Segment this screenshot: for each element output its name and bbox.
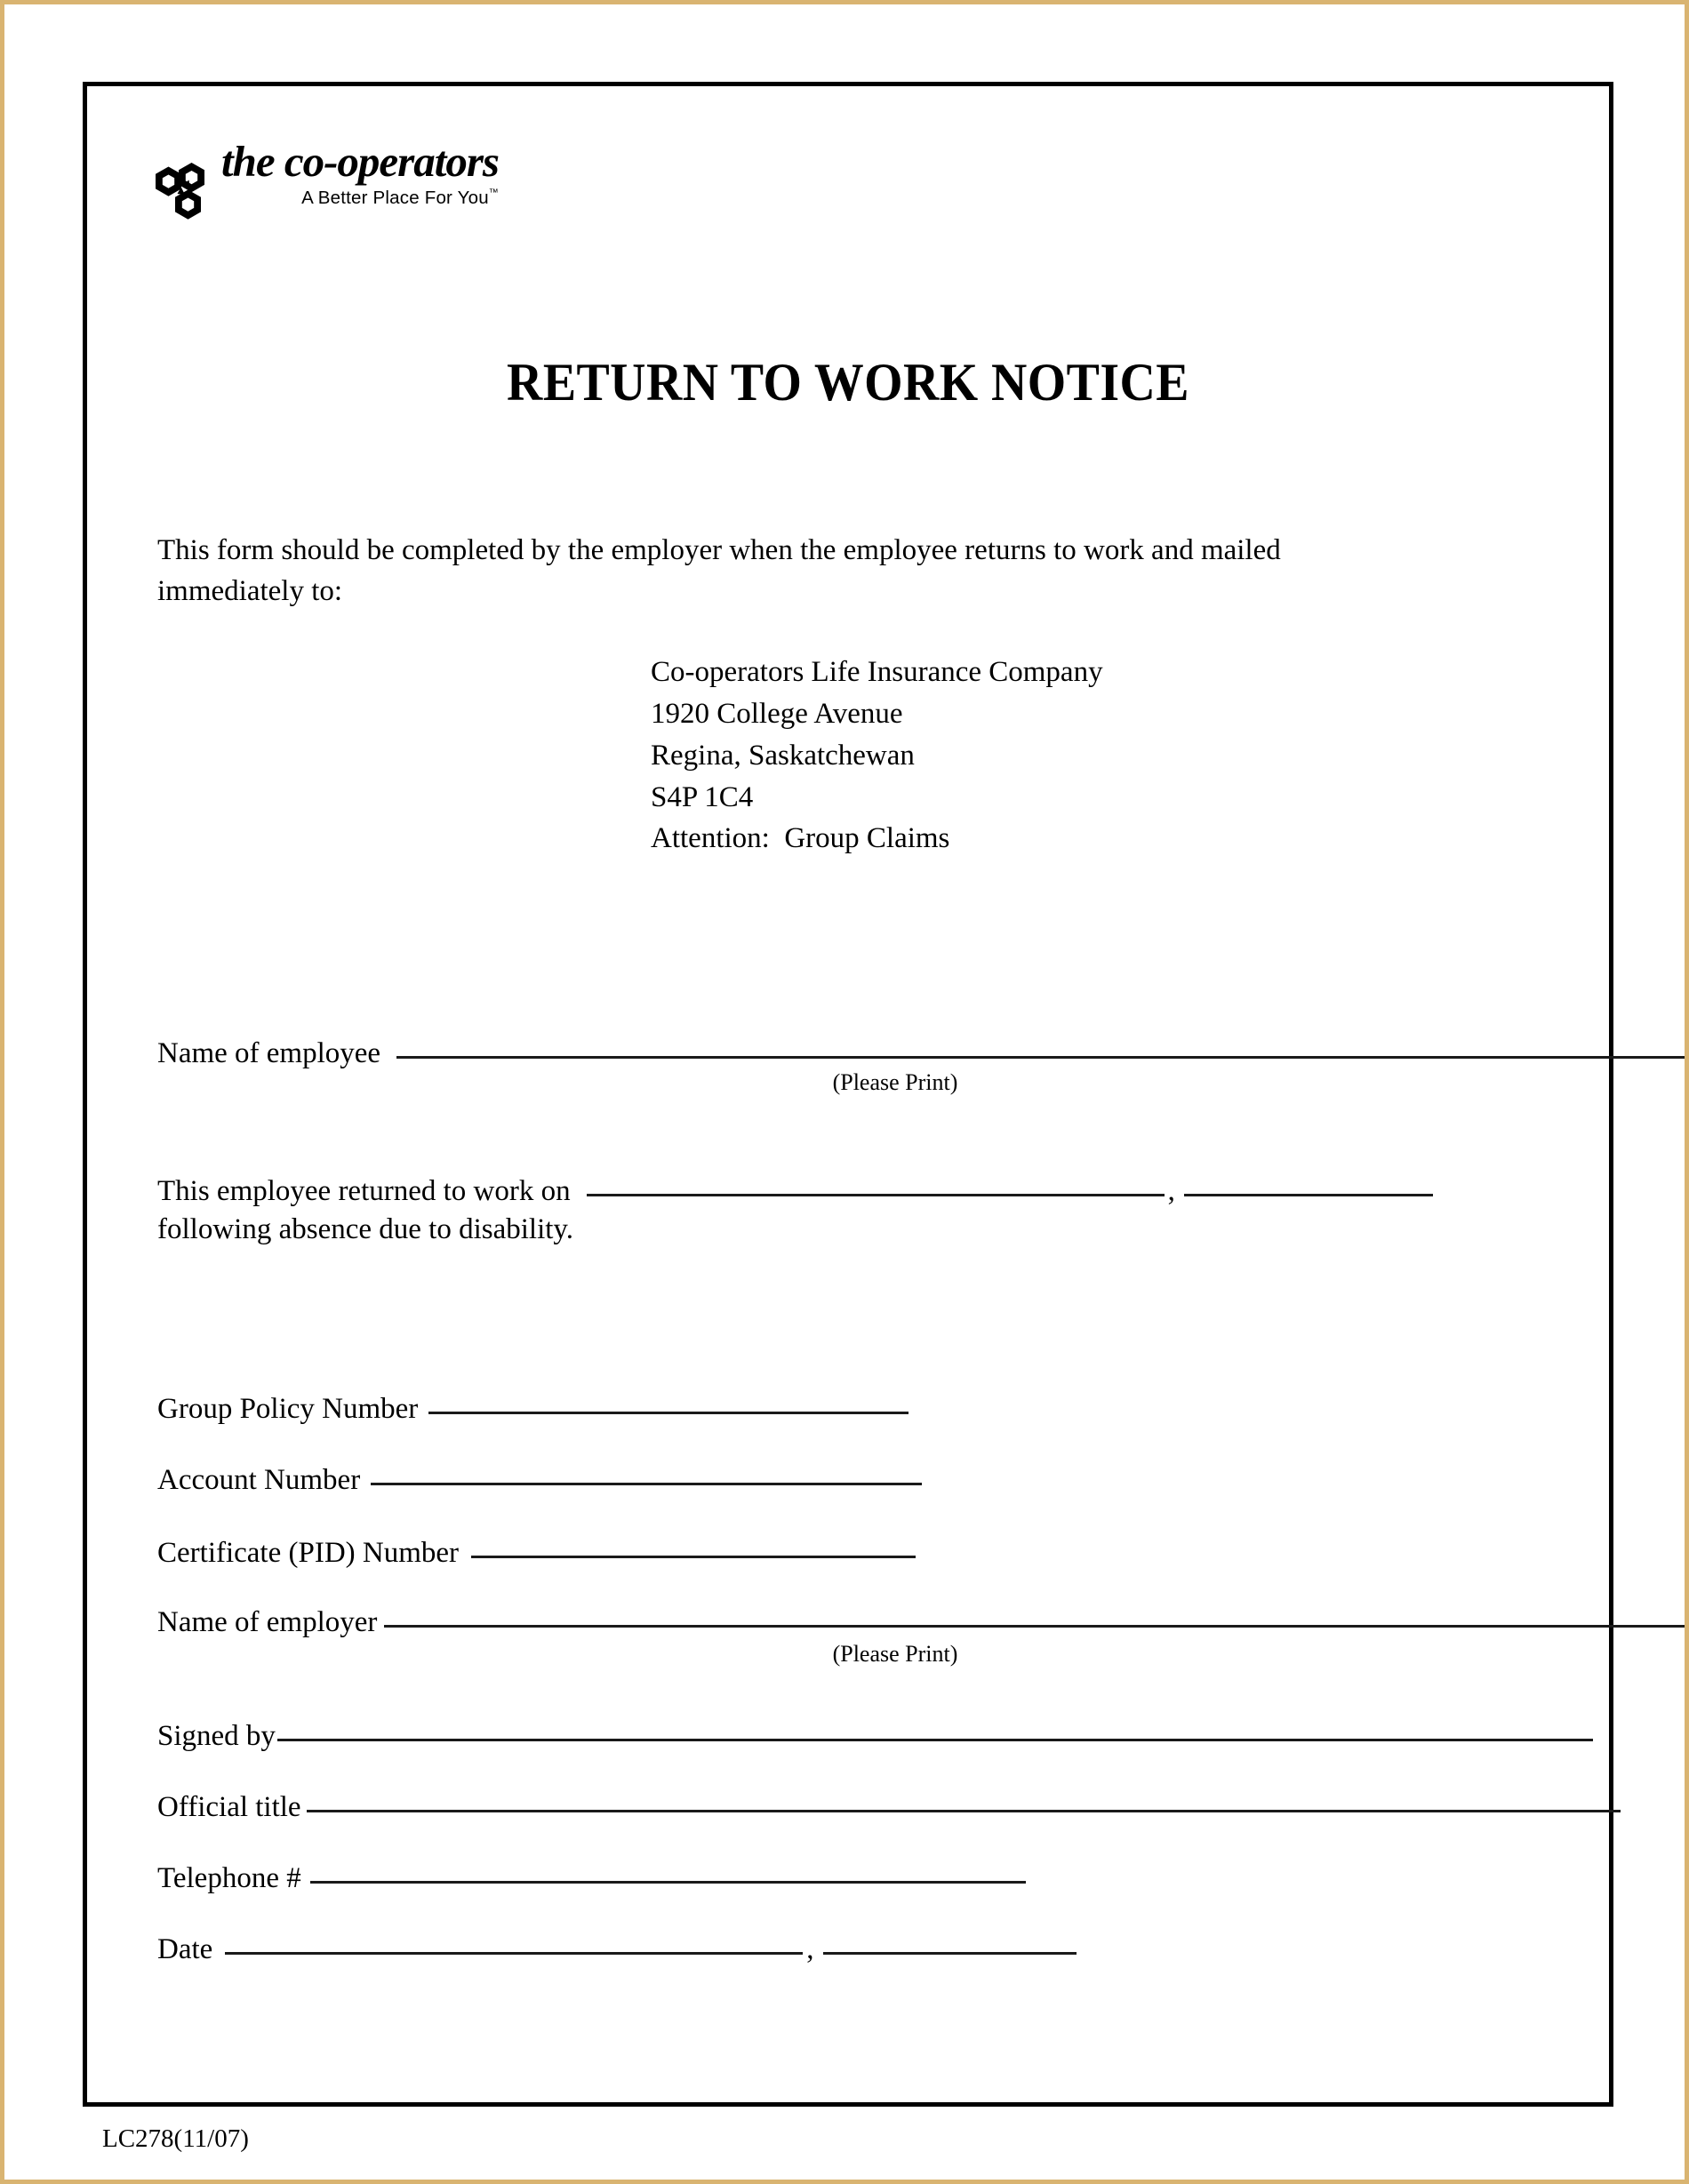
field-row-employer-name: [157, 1604, 1689, 1641]
date-year-input-rule[interactable]: [823, 1952, 1077, 1955]
official-title-label: Official title: [157, 1791, 301, 1823]
employee-name-label: Name of employee: [157, 1037, 381, 1069]
mailing-address: [651, 652, 1103, 860]
trademark-symbol: ™: [488, 188, 499, 198]
employer-name-print-hint: (Please Print): [832, 1641, 958, 1667]
field-row-certificate-number: [157, 1535, 916, 1572]
paper-sheet: [4, 4, 1685, 2180]
company-logo: [145, 137, 499, 225]
field-row-date: [157, 1932, 1077, 1968]
field-row-account-number: [157, 1462, 922, 1499]
return-date-trailing-text: following absence due to disability.: [157, 1213, 574, 1245]
date-comma: ,: [806, 1933, 814, 1965]
field-row-signed-by: [157, 1718, 1593, 1755]
employer-name-input-rule[interactable]: [384, 1625, 1689, 1628]
group-policy-number-label: Group Policy Number: [157, 1393, 419, 1425]
logo-tagline: [221, 188, 499, 209]
date-label: Date: [157, 1933, 213, 1965]
employee-name-input-rule[interactable]: [396, 1056, 1689, 1059]
return-date-comma: ,: [1167, 1175, 1175, 1207]
logo-wordmark: the co-operators: [221, 137, 499, 186]
intro-paragraph: [157, 531, 1524, 612]
intro-line-2: immediately to:: [157, 574, 343, 607]
account-number-input-rule[interactable]: [371, 1483, 922, 1485]
address-line-city: Regina, Saskatchewan: [651, 739, 915, 772]
address-line-postal: S4P 1C4: [651, 780, 754, 813]
official-title-input-rule[interactable]: [307, 1810, 1621, 1812]
page-title: RETURN TO WORK NOTICE: [507, 353, 1189, 412]
address-line-street: 1920 College Avenue: [651, 697, 903, 730]
employee-name-print-hint: (Please Print): [832, 1069, 958, 1095]
address-line-company: Co-operators Life Insurance Company: [651, 656, 1103, 688]
certificate-number-input-rule[interactable]: [471, 1556, 916, 1558]
address-line-attention: Attention: Group Claims: [651, 822, 950, 855]
logo-text-group: [221, 137, 499, 209]
employer-name-label: Name of employer: [157, 1606, 378, 1638]
field-row-return-date: [157, 1173, 1433, 1210]
date-input-rule[interactable]: [225, 1952, 803, 1955]
field-row-telephone: [157, 1860, 1026, 1897]
telephone-input-rule[interactable]: [310, 1881, 1026, 1884]
account-number-label: Account Number: [157, 1464, 361, 1496]
field-row-employee-name: [157, 1036, 1689, 1072]
logo-tagline-text: A Better Place For You: [301, 188, 489, 208]
intro-line-1: This form should be completed by the employer when the employee returns to work and mailed: [157, 534, 1281, 566]
cooperators-trefoil-logo-icon: [145, 147, 214, 225]
form-code-footer: LC278(11/07): [102, 2124, 249, 2153]
signed-by-input-rule[interactable]: [277, 1739, 1593, 1741]
certificate-number-label: Certificate (PID) Number: [157, 1537, 460, 1569]
telephone-label: Telephone #: [157, 1862, 301, 1894]
field-row-official-title: [157, 1789, 1621, 1826]
return-date-label: This employee returned to work on: [157, 1175, 571, 1207]
return-year-input-rule[interactable]: [1184, 1194, 1433, 1196]
group-policy-number-input-rule[interactable]: [428, 1412, 909, 1414]
return-date-input-rule[interactable]: [587, 1194, 1165, 1196]
signed-by-label: Signed by: [157, 1720, 276, 1752]
field-row-group-policy-number: [157, 1391, 909, 1428]
